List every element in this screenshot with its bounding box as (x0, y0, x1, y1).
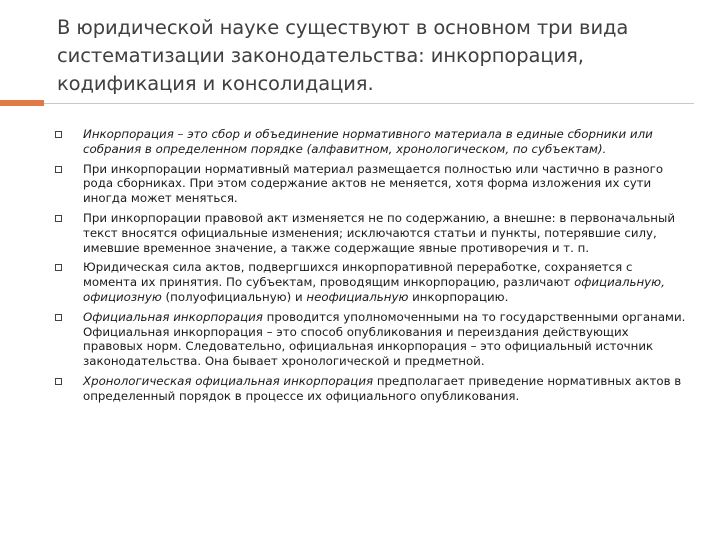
bullet-item-chronological-incorporation (55, 374, 690, 404)
square-bullet-icon (55, 215, 62, 222)
bullet-text: Инкорпорация – это сбор и объединение нормативного материала в единые сборники или собрания в определенном порядке (алфавитном, хронологическом, по субъектам). (83, 127, 653, 156)
bullet-text: проводится уполномоченными на то государственными органами. Официальная инкорпорация – это способ опубликования и переиздания действующих правовых норм. Следовательно, официальная инкорпорация – это официальный источник законодательства. Она бывает хронологической и предметной. (83, 309, 686, 369)
bullet-item-act-changes (55, 211, 690, 255)
bullet-text-part: инкорпорацию. (408, 289, 509, 304)
divider-line (44, 103, 694, 104)
bullet-text: При инкорпорации нормативный материал размещается полностью или частично в разного рода сборниках. При этом содержание актов не меняется, хотя форма изложения их сути иногда может меняться. (83, 161, 664, 206)
bullet-text: При инкорпорации правовой акт изменяется не по содержанию, а внешне: в первоначальный текст вносятся официальные изменения; исключаются статьи и пункты, потерявшие силу, имевшие временное значение, а также содержащие явные противоречия и т. п. (83, 210, 676, 255)
bullet-text-italic: Официальная инкорпорация (83, 309, 263, 324)
bullet-text: предполагает приведение нормативных актов в определенный порядок в процессе их официального опубликования. (83, 373, 682, 403)
square-bullet-icon (55, 314, 62, 321)
square-bullet-icon (55, 131, 62, 138)
bullet-text-part: (полуофициальную) и (161, 289, 307, 304)
bullet-list (55, 127, 690, 409)
slide-title: В юридической науке существуют в основном три вида систематизации законодательства: инкорпорация, кодификация и консолидация. (57, 16, 629, 95)
bullet-text-italic: Хронологическая официальная инкорпорация (83, 373, 374, 388)
bullet-text-italic: официальную, официозную (83, 275, 665, 304)
bullet-item-normative-material (55, 162, 690, 206)
bullet-text-part: Юридическая сила актов, подвергшихся инкорпоративной переработке, сохраняется с момента их принятия. По субъектам, проводящим инкорпорацию, различают (83, 260, 633, 290)
bullet-text-italic: неофициальную (306, 289, 409, 304)
accent-bar (0, 100, 44, 106)
square-bullet-icon (55, 166, 62, 173)
bullet-item-incorporation-definition (55, 127, 690, 157)
bullet-item-official-incorporation (55, 310, 690, 369)
square-bullet-icon (55, 264, 62, 271)
bullet-item-legal-force (55, 260, 690, 304)
square-bullet-icon (55, 378, 62, 385)
